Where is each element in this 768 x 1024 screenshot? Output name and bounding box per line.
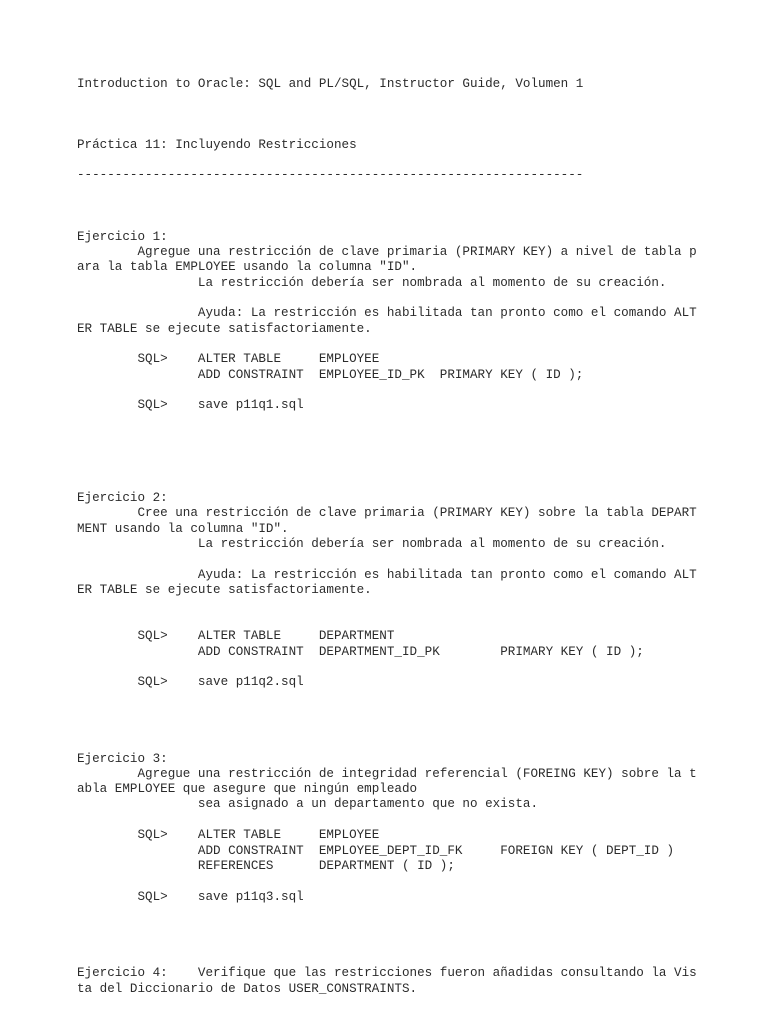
sql-code-line: REFERENCES DEPARTMENT ( ID ); — [77, 859, 455, 873]
exercise-heading: Ejercicio 1: — [77, 230, 168, 244]
hint-line: Ayuda: La restricción es habilitada tan pronto como el comando ALT — [77, 568, 697, 582]
sql-code-line: SQL> ALTER TABLE EMPLOYEE — [77, 828, 380, 842]
exercise-heading: Ejercicio 4: Verifique que las restricciones fueron añadidas consultando la Vis — [77, 966, 697, 980]
practice-title: Práctica 11: Incluyendo Restricciones — [77, 138, 357, 152]
exercise-statement-line: MENT usando la columna "ID". — [77, 522, 289, 536]
exercise-statement-line: abla EMPLOYEE que asegure que ningún empleado — [77, 782, 418, 796]
exercise-heading: Ejercicio 2: — [77, 491, 168, 505]
exercise-statement-line: sea asignado a un departamento que no exista. — [77, 797, 539, 811]
sql-save-line: SQL> save p11q1.sql — [77, 398, 304, 412]
exercise-heading: Ejercicio 3: — [77, 752, 168, 766]
exercise-statement-line: La restricción debería ser nombrada al momento de su creación. — [77, 276, 667, 290]
hint-line: Ayuda: La restricción es habilitada tan pronto como el comando ALT — [77, 306, 697, 320]
exercise-statement-line: Cree una restricción de clave primaria (PRIMARY KEY) sobre la tabla DEPART — [77, 506, 697, 520]
sql-code-line: ADD CONSTRAINT DEPARTMENT_ID_PK PRIMARY KEY ( ID ); — [77, 645, 644, 659]
sql-code-line: SQL> ALTER TABLE EMPLOYEE — [77, 352, 380, 366]
hint-line: ER TABLE se ejecute satisfactoriamente. — [77, 322, 372, 336]
document-title: Introduction to Oracle: SQL and PL/SQL, Instructor Guide, Volumen 1 — [77, 77, 584, 91]
exercise-statement-line: ta del Diccionario de Datos USER_CONSTRAINTS. — [77, 982, 418, 996]
sql-code-line: SQL> ALTER TABLE DEPARTMENT — [77, 629, 395, 643]
exercise-statement-line: Agregue una restricción de clave primaria (PRIMARY KEY) a nivel de tabla p — [77, 245, 697, 259]
sql-code-line: ADD CONSTRAINT EMPLOYEE_ID_PK PRIMARY KEY ( ID ); — [77, 368, 584, 382]
exercise-statement-line: La restricción debería ser nombrada al momento de su creación. — [77, 537, 667, 551]
separator-line: ------------------------------------------------------------------- — [77, 168, 584, 182]
sql-code-line: ADD CONSTRAINT EMPLOYEE_DEPT_ID_FK FOREIGN KEY ( DEPT_ID ) — [77, 844, 675, 858]
exercise-statement-line: Agregue una restricción de integridad referencial (FOREING KEY) sobre la t — [77, 767, 697, 781]
hint-line: ER TABLE se ejecute satisfactoriamente. — [77, 583, 372, 597]
sql-save-line: SQL> save p11q3.sql — [77, 890, 304, 904]
sql-save-line: SQL> save p11q2.sql — [77, 675, 304, 689]
exercise-statement-line: ara la tabla EMPLOYEE usando la columna "ID". — [77, 260, 418, 274]
